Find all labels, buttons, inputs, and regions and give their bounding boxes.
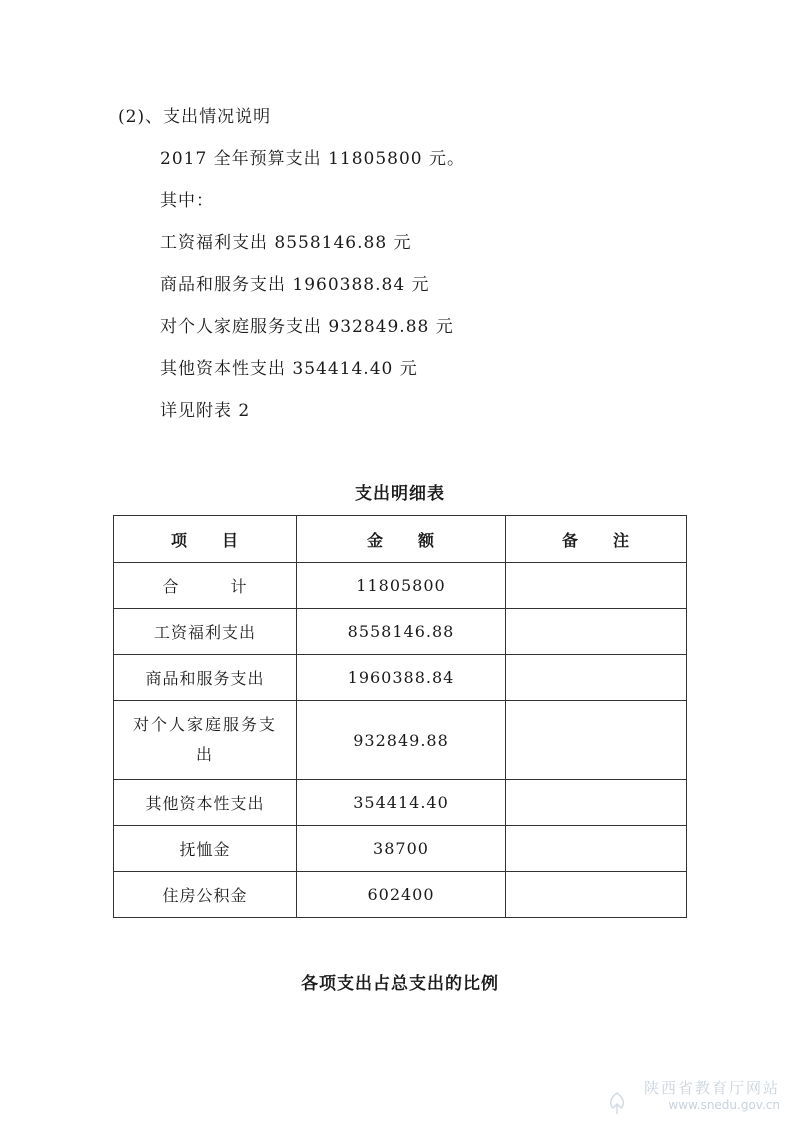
watermark-url: www.snedu.gov.cn: [668, 1098, 780, 1112]
row-item: 抚恤金: [114, 826, 297, 872]
row-item: 工资福利支出: [114, 609, 297, 655]
row-item: 商品和服务支出: [114, 655, 297, 701]
row-note: [506, 609, 687, 655]
row-amount: 602400: [297, 872, 506, 918]
goods-services-line: 商品和服务支出 1960388.84 元: [160, 275, 430, 295]
table-row: [114, 609, 687, 655]
salary-welfare-line: 工资福利支出 8558146.88 元: [160, 233, 412, 253]
row-amount: 354414.40: [297, 780, 506, 826]
row-note: [506, 563, 687, 609]
row-item: 其他资本性支出: [114, 780, 297, 826]
among-them-line: 其中：: [160, 191, 214, 211]
row-note: [506, 826, 687, 872]
total-budget-line: 2017 全年预算支出 11805800 元。: [160, 149, 466, 169]
household-services-line: 对个人家庭服务支出 932849.88 元: [160, 317, 454, 337]
row-amount: 1960388.84: [297, 655, 506, 701]
table-row: [114, 826, 687, 872]
header-note: 备 注: [506, 516, 687, 563]
row-note: [506, 655, 687, 701]
see-appendix-line: 详见附表 2: [160, 401, 251, 421]
row-amount: 8558146.88: [297, 609, 506, 655]
row-item-text: 对个人家庭服务支出: [132, 715, 277, 764]
table-row: [114, 655, 687, 701]
expenditure-detail-table: [113, 515, 687, 918]
other-capital-line: 其他资本性支出 354414.40 元: [160, 359, 418, 379]
tree-logo-icon: [604, 1090, 630, 1116]
row-amount: 38700: [297, 826, 506, 872]
section-heading: (2)、支出情况说明: [118, 107, 272, 127]
row-amount: 11805800: [297, 563, 506, 609]
row-item: 合 计: [114, 563, 297, 609]
row-note: [506, 701, 687, 780]
row-note: [506, 780, 687, 826]
header-item: 项 目: [114, 516, 297, 563]
row-item: [114, 701, 297, 780]
watermark-title: 陕西省教育厅网站: [643, 1079, 780, 1097]
table-row: [114, 780, 687, 826]
row-item: 住房公积金: [114, 872, 297, 918]
table-header-row: [114, 516, 687, 563]
ratio-heading: 各项支出占总支出的比例: [301, 974, 499, 994]
table-row: [114, 872, 687, 918]
row-amount: 932849.88: [297, 701, 506, 780]
header-amount: 金 额: [297, 516, 506, 563]
row-note: [506, 872, 687, 918]
watermark: [644, 1077, 780, 1112]
table-title: 支出明细表: [355, 484, 445, 504]
table-row: [114, 701, 687, 780]
table-row: [114, 563, 687, 609]
